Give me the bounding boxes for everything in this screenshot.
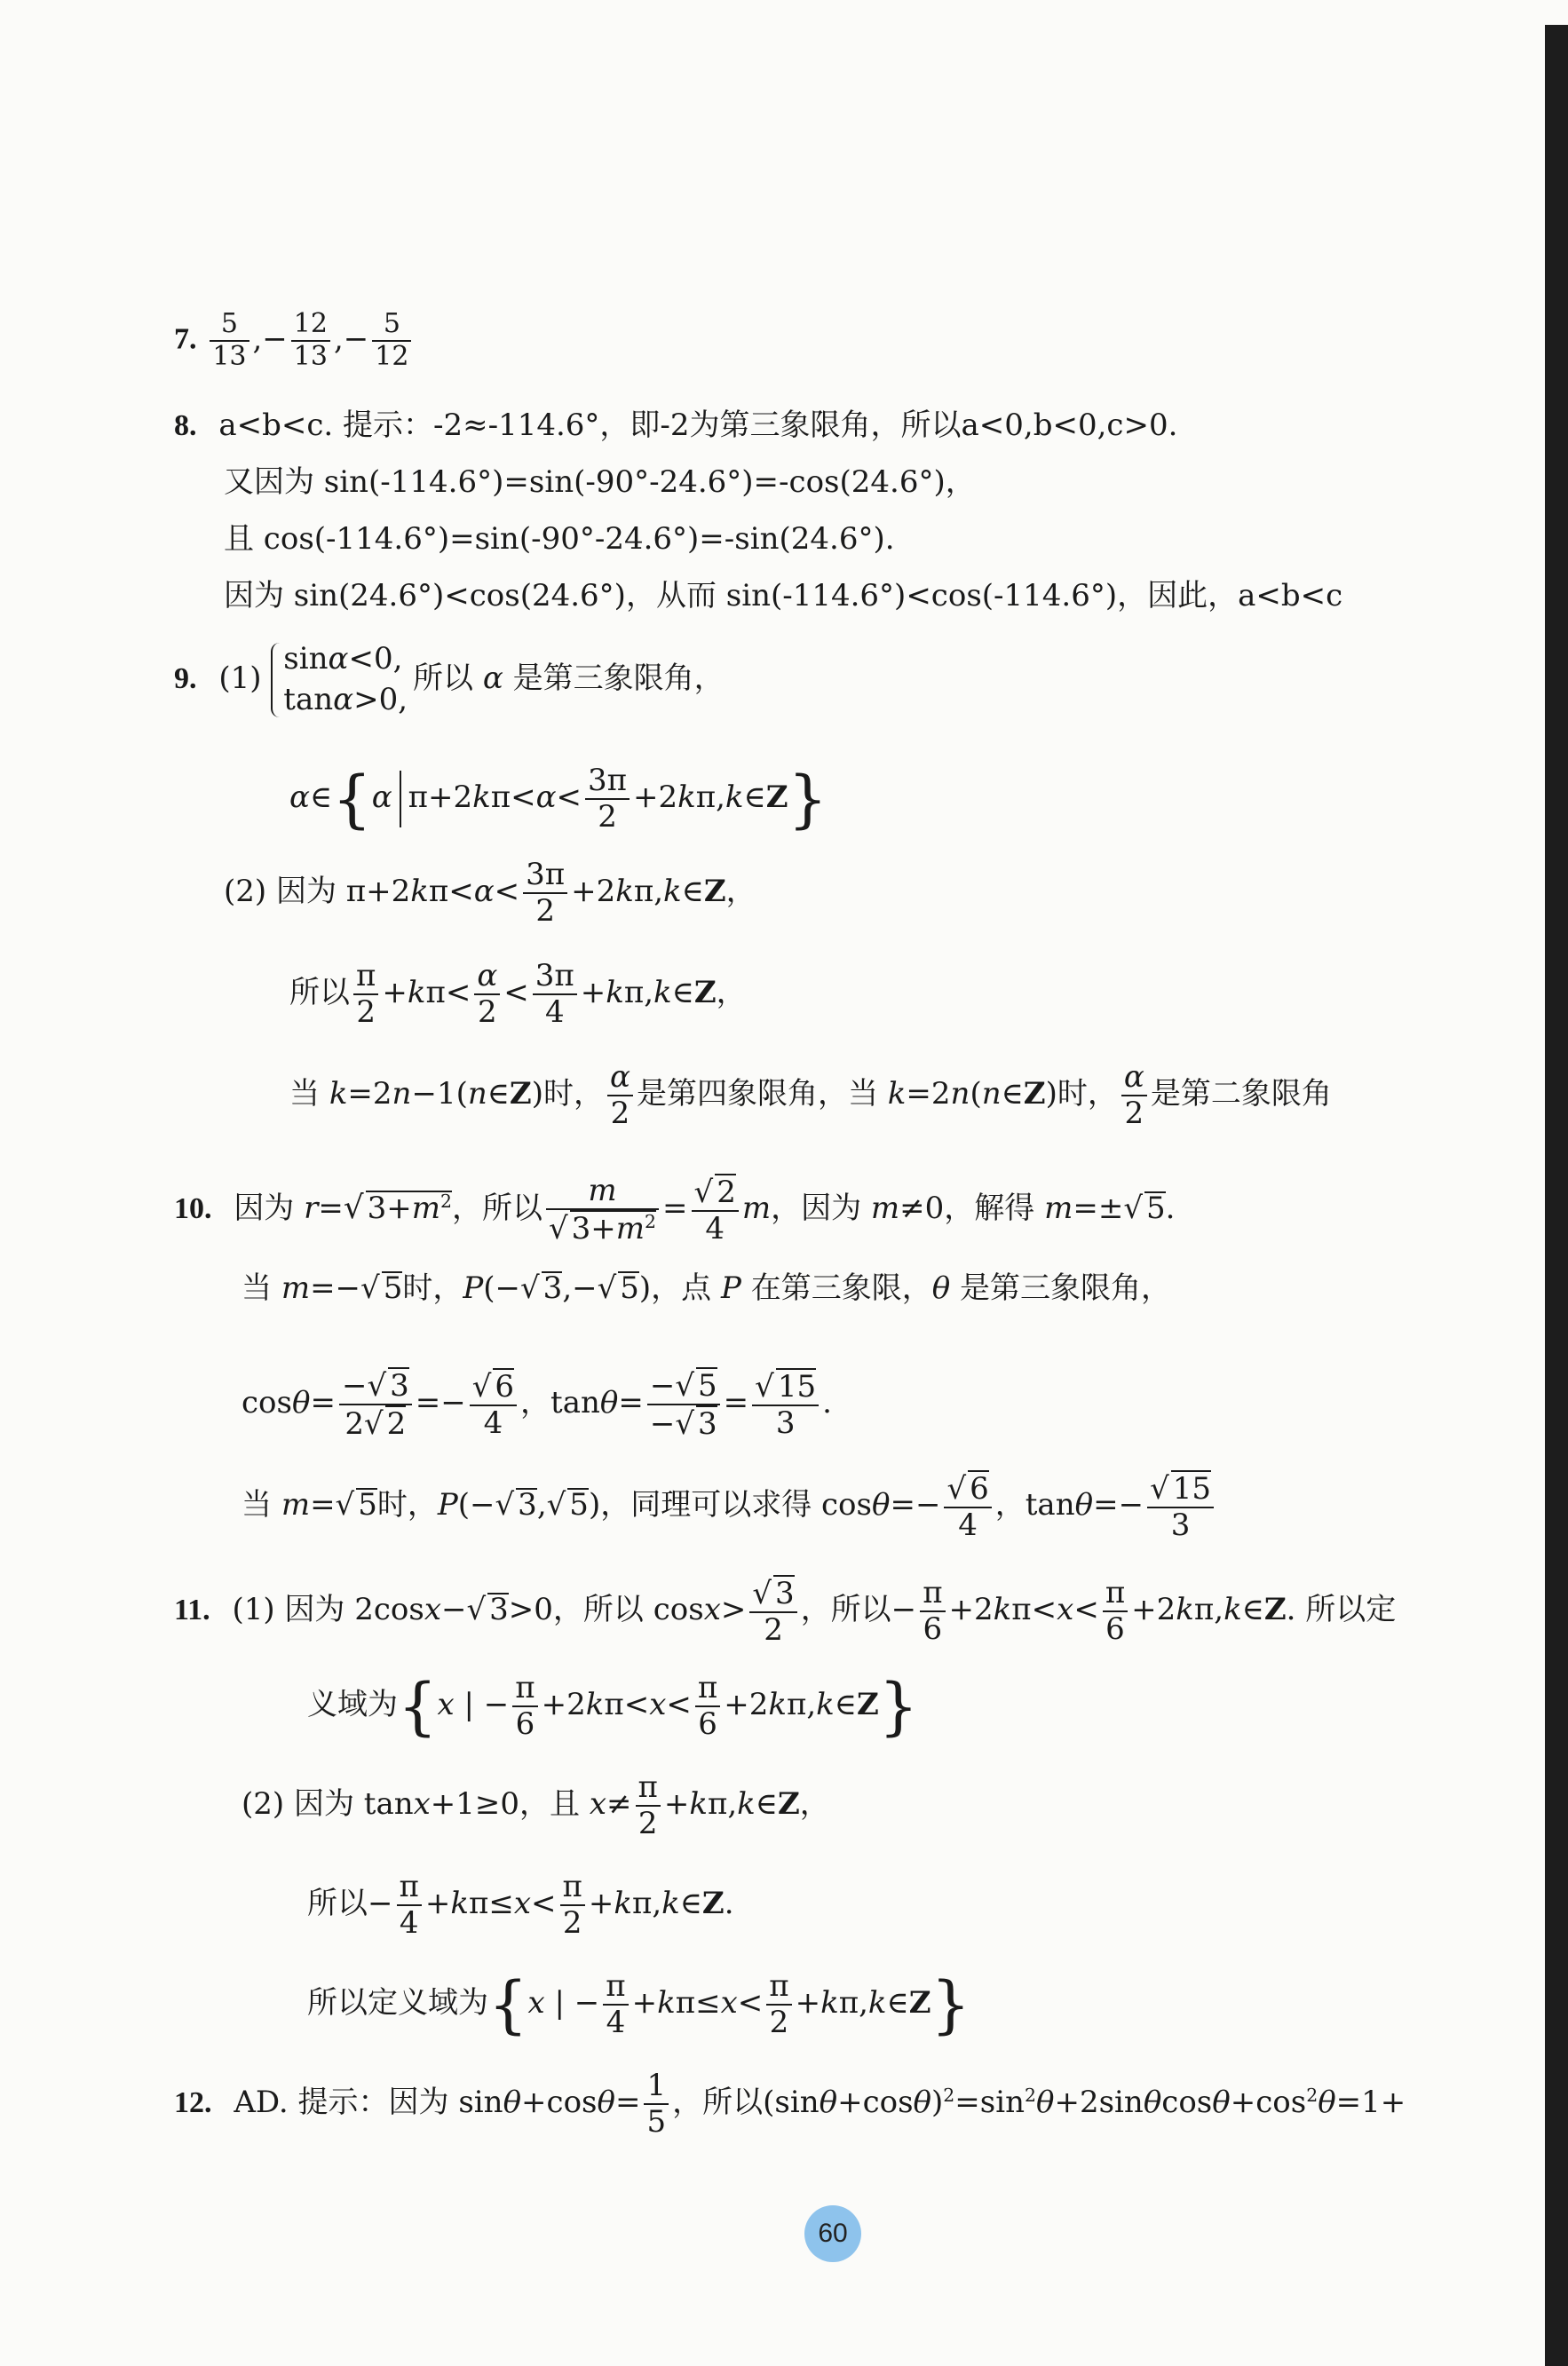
page-edge-bar bbox=[1545, 25, 1568, 2366]
page-number-badge: 60 bbox=[804, 2205, 861, 2262]
item-10-line-2: 当 m=−√ 5时，P(−√ 3,−√ 5)，点 P 在第三象限，θ 是第三象限角， bbox=[242, 1270, 1171, 1306]
item-10-line-3: cosθ= $\frac{-√ 3}{2√ 2}$ =− $\frac{√ 6}{4}$ ，tanθ= $\frac{-√ 5}{-√ 3}$ = $\frac{√ 15}{3}$ . bbox=[242, 1368, 832, 1443]
item-8-line-2: 又因为 sin(-114.6°)=sin(-90°-24.6°)=-cos(24.6°)， bbox=[224, 464, 976, 500]
item-9-half-angle: 所以 $\frac{\pi}{2}$ +kπ< $\frac{\alpha}{2}$ < $\frac{3\pi}{4}$ +kπ,k∈Z， bbox=[289, 958, 747, 1031]
item-10-line-4: 当 m=√ 5时，P(−√ 3,√ 5)，同理可以求得 cosθ=− $\frac{√ 6}{4}$ ，tanθ=− $\frac{√ 15}{3}$ bbox=[242, 1470, 1217, 1543]
item-7-answer: $\frac{5}{13}$ ,− $\frac{12}{13}$ ,− $\frac{5}{12}$ bbox=[206, 321, 415, 357]
item-11-part-2: (2) 因为 tanx+1≥0，且 x≠ $\frac{\pi}{2}$ +kπ,k∈Z， bbox=[242, 1769, 830, 1842]
item-9-part-2: (2) 因为 π+2kπ<α< $\frac{3\pi}{2}$ +2kπ,k∈Z， bbox=[224, 857, 756, 930]
item-7 bbox=[174, 309, 415, 372]
item-9-conclusion: 当 k=2n−1(n∈Z)时， $\frac{\alpha}{2}$ 是第四象限角，当 k=2n(n∈Z)时， $\frac{\alpha}{2}$ 是第二象限角 bbox=[289, 1059, 1332, 1132]
item-9-set: α∈{α π+2kπ<α< $\frac{3\pi}{2}$ +2kπ,k∈Z} bbox=[289, 763, 828, 836]
item-8-line-4: 因为 sin(24.6°)<cos(24.6°)，从而 sin(-114.6°)<cos(-114.6°)，因此，a<b<c bbox=[224, 578, 1343, 613]
item-number: 9. bbox=[174, 661, 197, 695]
item-number: 8. bbox=[174, 409, 197, 442]
item-11-range: 所以− $\frac{\pi}{4}$ +kπ≤x< $\frac{\pi}{2}$ +kπ,k∈Z. bbox=[307, 1869, 734, 1942]
item-number: 7. bbox=[174, 322, 197, 356]
item-8-line-3: 且 cos(-114.6°)=sin(-90°-24.6°)=-sin(24.6°). bbox=[224, 521, 895, 557]
item-10-line-1: 10. 因为 r=√ $3+m^2$，所以 $\frac{m}{√ 3+m^2}$ = $\frac{√ 2}{4}$ m，因为 m≠0，解得 m=±√ 5. bbox=[174, 1173, 1176, 1247]
item-11-line-1: 11. (1) 因为 2cosx−√ 3>0，所以 cosx> $\frac{√ 3}{2}$ ，所以− $\frac{\pi}{6}$ +2kπ<x< $\frac{\pi}{6}$ +2kπ,k∈Z. 所以定 bbox=[174, 1575, 1397, 1649]
text-line: a<b<c. 提示：-2≈-114.6°，即-2为第三象限角，所以a<0,b<0,c>0. bbox=[218, 408, 1178, 443]
item-number: 10. bbox=[174, 1192, 212, 1226]
item-8-line-1 bbox=[174, 410, 1177, 441]
item-11-domain-1: 义域为{x | − $\frac{\pi}{6}$ +2kπ<x< $\frac{\pi}{6}$ +2kπ,k∈Z} bbox=[307, 1670, 919, 1744]
inequality-system: sinα<0, tanα>0, bbox=[271, 639, 408, 721]
item-number: 11. bbox=[174, 1594, 210, 1627]
item-9-line-1: 9. (1) sinα<0, tanα>0, 所以 α 是第三象限角， bbox=[174, 639, 725, 721]
item-11-domain-2: 所以定义域为{x | − $\frac{\pi}{4}$ +kπ≤x< $\frac{\pi}{2}$ +kπ,k∈Z} bbox=[307, 1968, 971, 2042]
item-number: 12. bbox=[174, 2086, 212, 2120]
item-12-line-1: 12. AD. 提示：因为 sinθ+cosθ= $\frac{1}{5}$ ，所以$(\sin\theta+\cos\theta)^2=\sin^2\theta+2\sin\theta\cos\theta+\cos^2\theta=1+$ bbox=[174, 2068, 1406, 2140]
